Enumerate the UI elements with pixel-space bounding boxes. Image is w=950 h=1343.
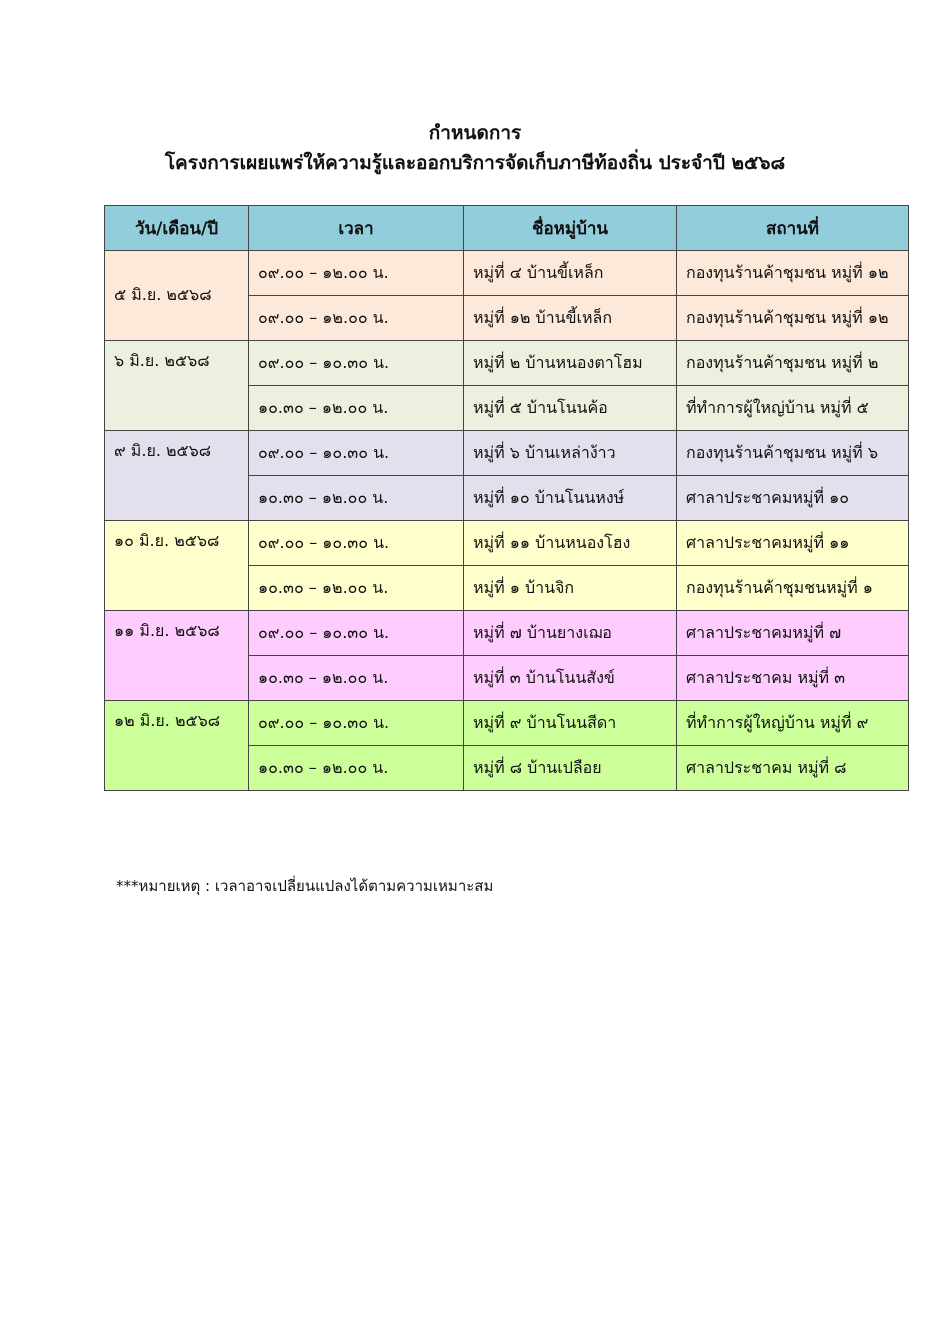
village-cell: หมู่ที่ ๑๑ บ้านหนองโฮง [464, 521, 677, 566]
place-cell: กองทุนร้านค้าชุมชน หมู่ที่ ๑๒ [677, 251, 909, 296]
date-cell: ๑๒ มิ.ย. ๒๕๖๘ [105, 701, 249, 791]
column-header-village: ชื่อหมู่บ้าน [464, 206, 677, 251]
date-cell: ๑๐ มิ.ย. ๒๕๖๘ [105, 521, 249, 611]
village-cell: หมู่ที่ ๔ บ้านขี้เหล็ก [464, 251, 677, 296]
table-header [105, 206, 909, 251]
village-cell: หมู่ที่ ๙ บ้านโนนสีดา [464, 701, 677, 746]
place-cell: กองทุนร้านค้าชุมชน หมู่ที่ ๖ [677, 431, 909, 476]
table-row [105, 521, 909, 566]
village-cell: หมู่ที่ ๑๒ บ้านขี้เหล็ก [464, 296, 677, 341]
place-cell: กองทุนร้านค้าชุมชนหมู่ที่ ๑ [677, 566, 909, 611]
place-cell: ที่ทำการผู้ใหญ่บ้าน หมู่ที่ ๕ [677, 386, 909, 431]
time-cell: ๑๐.๓๐ – ๑๒.๐๐ น. [249, 746, 464, 791]
village-cell: หมู่ที่ ๑๐ บ้านโนนหงษ์ [464, 476, 677, 521]
place-cell: ศาลาประชาคม หมู่ที่ ๘ [677, 746, 909, 791]
table-row [105, 341, 909, 386]
time-cell: ๐๙.๐๐ – ๑๒.๐๐ น. [249, 251, 464, 296]
document-title [0, 118, 950, 178]
table-row [105, 251, 909, 296]
village-cell: หมู่ที่ ๑ บ้านจิก [464, 566, 677, 611]
time-cell: ๑๐.๓๐ – ๑๒.๐๐ น. [249, 566, 464, 611]
village-cell: หมู่ที่ ๒ บ้านหนองตาโฮม [464, 341, 677, 386]
place-cell: ศาลาประชาคมหมู่ที่ ๑๑ [677, 521, 909, 566]
time-cell: ๑๐.๓๐ – ๑๒.๐๐ น. [249, 476, 464, 521]
time-cell: ๐๙.๐๐ – ๑๐.๓๐ น. [249, 611, 464, 656]
time-cell: ๐๙.๐๐ – ๑๐.๓๐ น. [249, 341, 464, 386]
village-cell: หมู่ที่ ๕ บ้านโนนค้อ [464, 386, 677, 431]
table-row [105, 431, 909, 476]
date-cell: ๖ มิ.ย. ๒๕๖๘ [105, 341, 249, 431]
time-cell: ๐๙.๐๐ – ๑๐.๓๐ น. [249, 701, 464, 746]
column-header-place: สถานที่ [677, 206, 909, 251]
place-cell: ศาลาประชาคมหมู่ที่ ๑๐ [677, 476, 909, 521]
village-cell: หมู่ที่ ๗ บ้านยางเฌอ [464, 611, 677, 656]
place-cell: ศาลาประชาคม หมู่ที่ ๓ [677, 656, 909, 701]
time-cell: ๑๐.๓๐ – ๑๒.๐๐ น. [249, 656, 464, 701]
place-cell: ที่ทำการผู้ใหญ่บ้าน หมู่ที่ ๙ [677, 701, 909, 746]
table-row [105, 611, 909, 656]
date-cell: ๑๑ มิ.ย. ๒๕๖๘ [105, 611, 249, 701]
column-header-time: เวลา [249, 206, 464, 251]
village-cell: หมู่ที่ ๘ บ้านเปลือย [464, 746, 677, 791]
place-cell: ศาลาประชาคมหมู่ที่ ๗ [677, 611, 909, 656]
date-cell: ๕ มิ.ย. ๒๕๖๘ [105, 251, 249, 341]
time-cell: ๐๙.๐๐ – ๑๒.๐๐ น. [249, 296, 464, 341]
time-cell: ๑๐.๓๐ – ๑๒.๐๐ น. [249, 386, 464, 431]
date-cell: ๙ มิ.ย. ๒๕๖๘ [105, 431, 249, 521]
village-cell: หมู่ที่ ๖ บ้านเหล่าง้าว [464, 431, 677, 476]
place-cell: กองทุนร้านค้าชุมชน หมู่ที่ ๒ [677, 341, 909, 386]
header-row [105, 206, 909, 251]
column-header-date: วัน/เดือน/ปี [105, 206, 249, 251]
table-row [105, 701, 909, 746]
time-cell: ๐๙.๐๐ – ๑๐.๓๐ น. [249, 431, 464, 476]
place-cell: กองทุนร้านค้าชุมชน หมู่ที่ ๑๒ [677, 296, 909, 341]
footnote: ***หมายเหตุ : เวลาอาจเปลี่ยนแปลงได้ตามความเหมาะสม [116, 877, 494, 895]
time-cell: ๐๙.๐๐ – ๑๐.๓๐ น. [249, 521, 464, 566]
table-body [105, 251, 909, 791]
schedule-table [104, 205, 909, 791]
title-line-1: กำหนดการ [428, 122, 522, 144]
village-cell: หมู่ที่ ๓ บ้านโนนสังข์ [464, 656, 677, 701]
title-line-2: โครงการเผยแพร่ให้ความรู้และออกบริการจัดเก็บภาษีท้องถิ่น ประจำปี ๒๕๖๘ [164, 152, 786, 174]
